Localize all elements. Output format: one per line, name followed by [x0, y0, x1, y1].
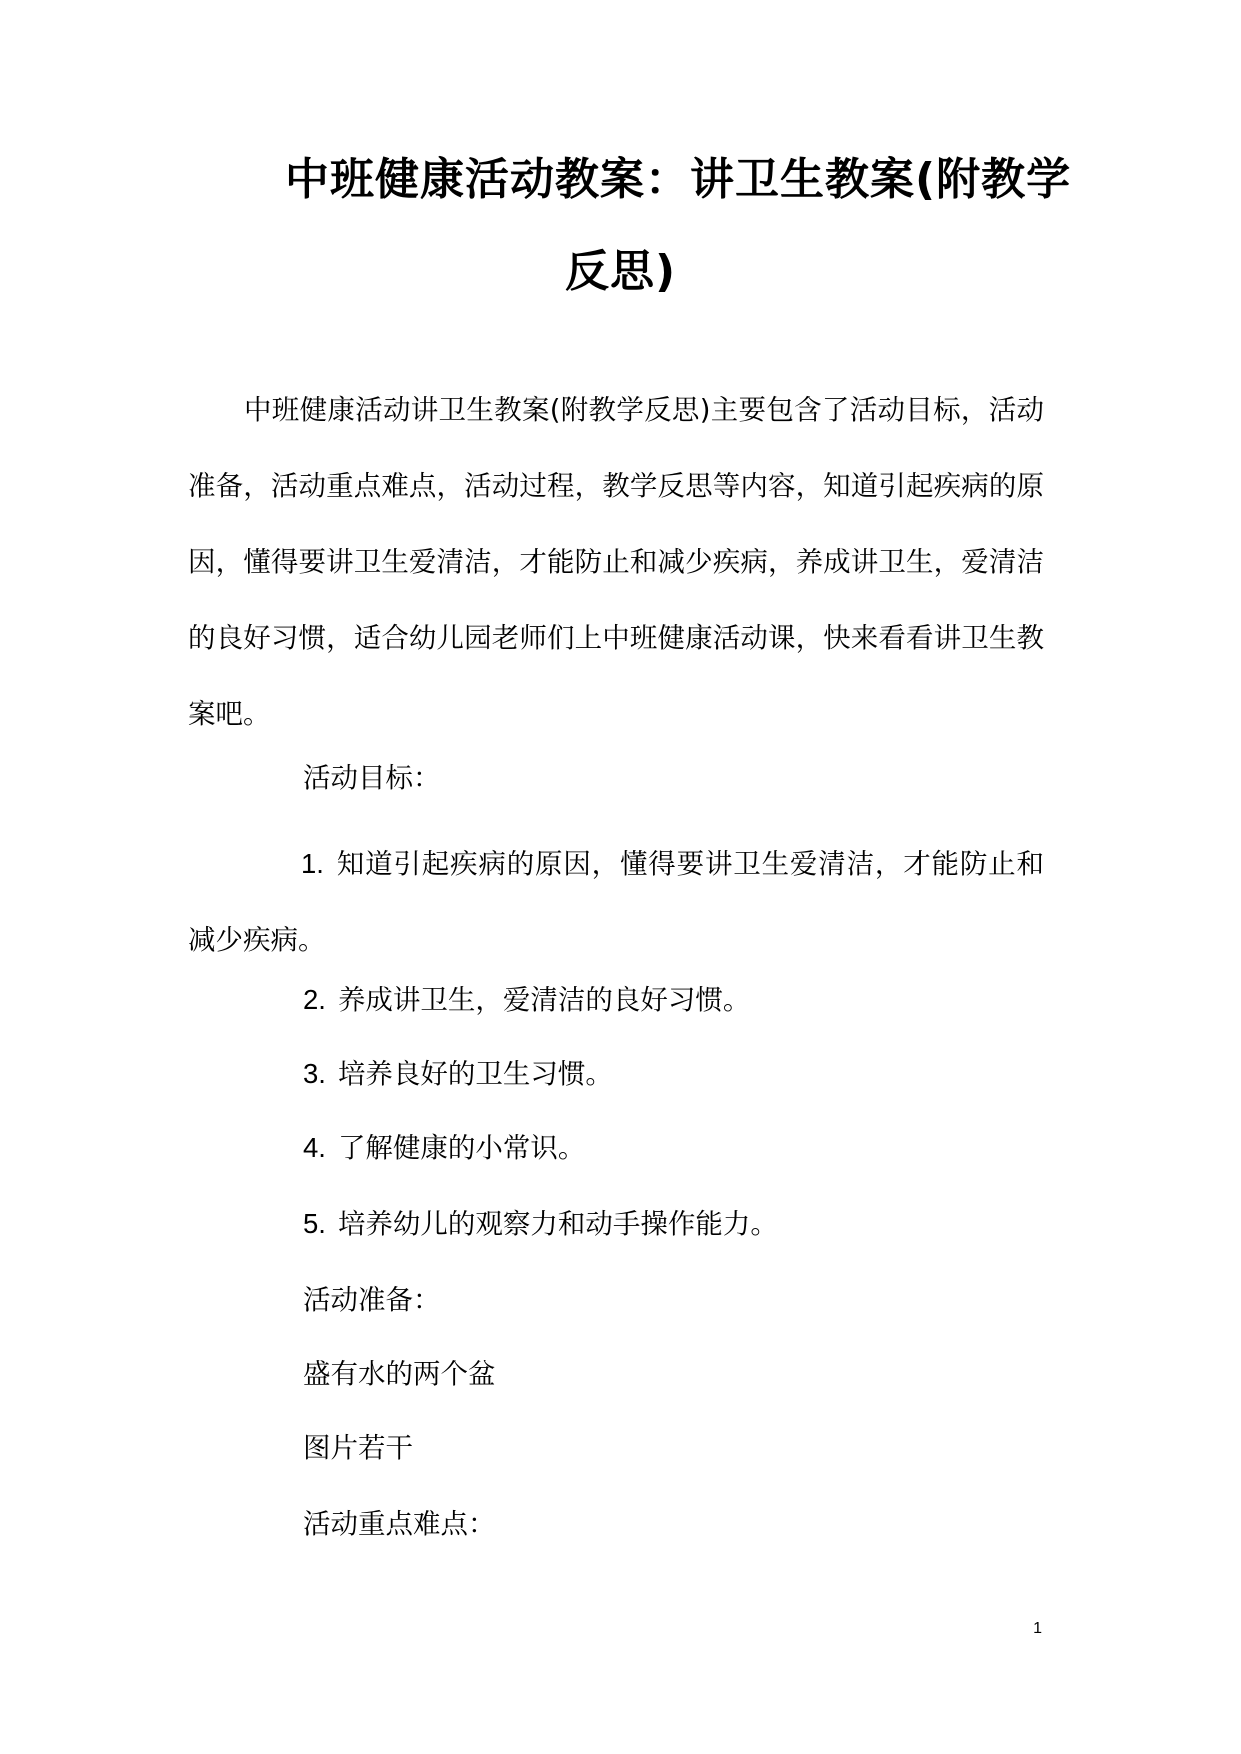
- goals-heading: 活动目标：: [303, 762, 441, 794]
- goal-number: 4.: [303, 1132, 326, 1163]
- document-title-line-1: 中班健康活动教案：讲卫生教案(附教学: [285, 154, 1072, 205]
- prep-heading: 活动准备：: [303, 1284, 441, 1316]
- goal-text: 培养幼儿的观察力和动手操作能力。: [337, 1208, 778, 1240]
- goal-number: 2.: [303, 984, 326, 1015]
- page-number: 1: [1033, 1620, 1042, 1637]
- prep-item-2: 图片若干: [303, 1432, 413, 1464]
- goal-item-2: [303, 980, 750, 1020]
- goal-item-1: [188, 826, 1044, 978]
- goal-text: 知道引起疾病的原因，懂得要讲卫生爱清洁，才能防止和减少疾病。: [188, 848, 1044, 956]
- goal-text: 培养良好的卫生习惯。: [337, 1058, 613, 1090]
- goal-item-4: [303, 1128, 585, 1168]
- prep-item-1: 盛有水的两个盆: [303, 1358, 496, 1390]
- goal-item-5: [303, 1204, 778, 1244]
- goal-number: 3.: [303, 1058, 326, 1089]
- document-title-line-2: 反思): [565, 246, 677, 297]
- intro-paragraph: 中班健康活动讲卫生教案(附教学反思)主要包含了活动目标，活动准备，活动重点难点，活动过程，教学反思等内容，知道引起疾病的原因，懂得要讲卫生爱清洁，才能防止和减少疾病，养成讲卫生，爱清洁的良好习惯，适合幼儿园老师们上中班健康活动课，快来看看讲卫生教案吧。: [188, 394, 1044, 730]
- key-points-heading: 活动重点难点：: [303, 1508, 496, 1540]
- goal-number: 5.: [303, 1208, 326, 1239]
- goal-item-3: [303, 1054, 613, 1094]
- goal-text: 养成讲卫生，爱清洁的良好习惯。: [337, 984, 751, 1016]
- goal-number: 1.: [301, 848, 324, 879]
- goal-text: 了解健康的小常识。: [337, 1132, 586, 1164]
